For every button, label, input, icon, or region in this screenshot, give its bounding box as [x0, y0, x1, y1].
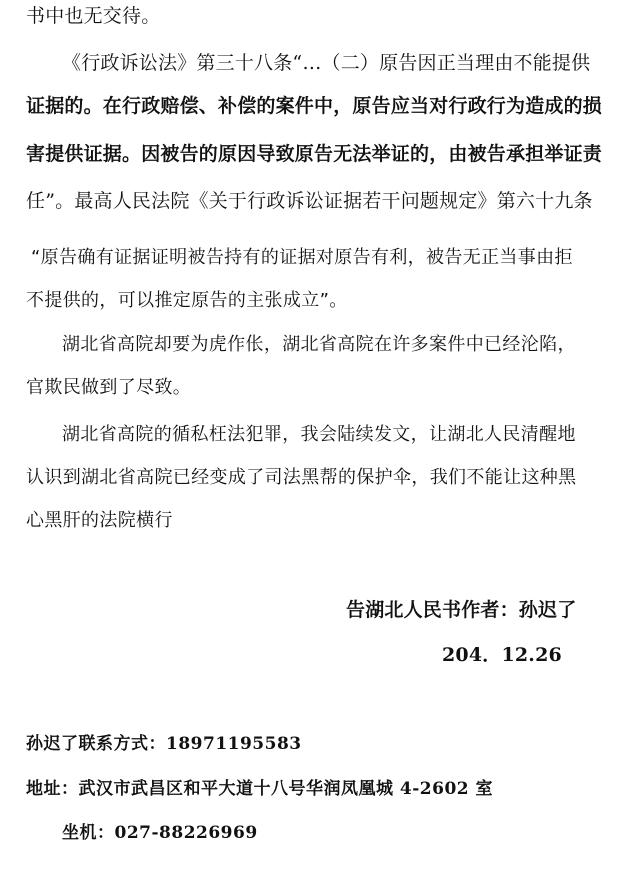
- paragraph-line-11: 认识到湖北省高院已经变成了司法黑帮的保护伞，我们不能让这种黑: [26, 467, 577, 488]
- paragraph-line-6: “原告确有证据证明被告持有的证据对原告有利，被告无正当事由拒: [31, 247, 573, 268]
- paragraph-line-10: 湖北省高院的循私枉法犯罪，我会陆续发文，让湖北人民清醒地: [62, 424, 576, 445]
- paragraph-line-2: 《行政诉讼法》第三十八条“…（二）原告因正当理由不能提供: [62, 52, 591, 74]
- paragraph-line-7: 不提供的，可以推定原告的主张成立”。: [26, 290, 348, 311]
- paragraph-line-12: 心黑肝的法院横行: [26, 510, 173, 531]
- paragraph-line-8: 湖北省高院却要为虎作伥，湖北省高院在许多案件中已经沦陷，: [62, 334, 576, 355]
- paragraph-line-4: 害提供证据。因被告的原因导致原告无法举证的，由被告承担举证责: [26, 143, 603, 165]
- contact-address-line: 地址：武汉市武昌区和平大道十八号华润凤凰城 4-2602 室: [26, 779, 494, 799]
- contact-landline-line: 坐机：027-88226969: [62, 823, 258, 843]
- author-signature: 告湖北人民书作者：孙迟了: [346, 599, 577, 621]
- document-date: 204．12.26: [442, 644, 562, 666]
- contact-phone-line: 孙迟了联系方式：18971195583: [26, 734, 302, 754]
- paragraph-line-5: 任”。最高人民法院《关于行政诉讼证据若干问题规定》第六十九条: [26, 190, 593, 212]
- paragraph-line-1: 书中也无交待。: [26, 5, 161, 27]
- paragraph-line-3: 证据的。在行政赔偿、补偿的案件中，原告应当对行政行为造成的损: [26, 95, 603, 117]
- paragraph-line-9: 官欺民做到了尽致。: [26, 377, 192, 398]
